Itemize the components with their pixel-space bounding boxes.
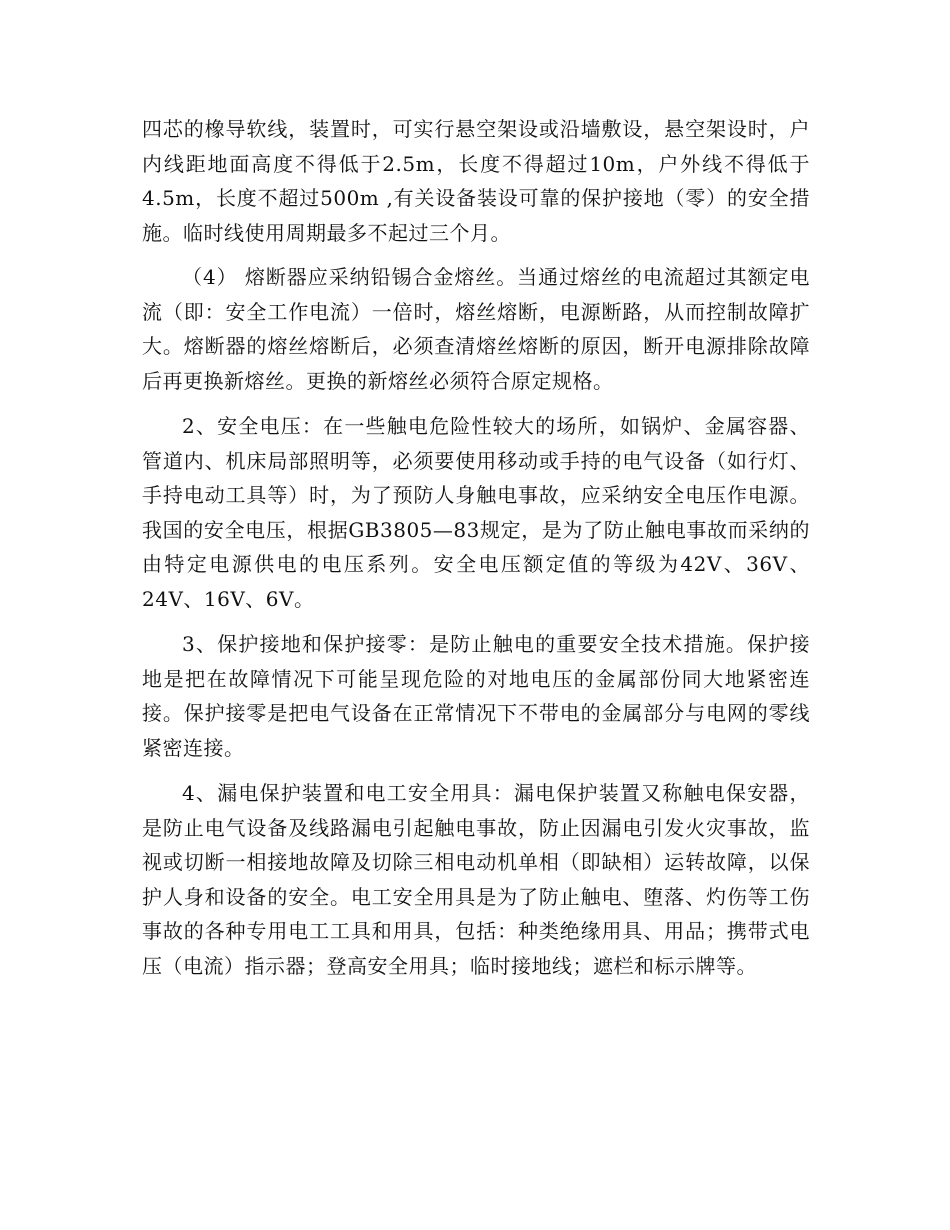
paragraph-fuse: （4） 熔断器应采纳铅锡合金熔丝。当通过熔丝的电流超过其额定电流（即：安全工作电流）一倍时，熔丝熔断，电源断路，从而控制故障扩大。熔断器的熔丝熔断后，必须查清熔丝熔断的原因，断开电源排除故障后再更换新熔丝。更换的新熔丝必须符合原定规格。 [142,265,810,393]
paragraph-leakage-protection: 4、漏电保护装置和电工安全用具：漏电保护装置又称触电保安器，是防止电气设备及线路漏电引起触电事故，防止因漏电引发火灾事故，监视或切断一相接地故障及切除三相电动机单相（即缺相）运转故障，以保护人身和设备的安全。电工安全用具是为了防止触电、堕落、灼伤等工伤事故的各种专用电工工具和用具，包括：种类绝缘用具、用品；携带式电压（电流）指示器；登高安全用具；临时接地线；遮栏和标示牌等。 [142,781,810,978]
document-body [142,112,810,983]
paragraph-temporary-wiring: 四芯的橡导软线，装置时，可实行悬空架设或沿墙敷设，悬空架设时，户内线距地面高度不得低于2.5m，长度不得超过10m，户外线不得低于4.5m，长度不超过500m ,有关设备装设可靠的保护接地（零）的安全措施。临时线使用周期最多不起过三个月。 [142,117,810,245]
paragraph-protective-earthing: 3、保护接地和保护接零：是防止触电的重要安全技术措施。保护接地是把在故障情况下可能呈现危险的对地电压的金属部份同大地紧密连接。保护接零是把电气设备在正常情况下不带电的金属部分与电网的零线紧密连接。 [142,632,810,760]
paragraph-safety-voltage: 2、安全电压：在一些触电危险性较大的场所，如锅炉、金属容器、管道内、机床局部照明等，必须要使用移动或手持的电气设备（如行灯、手持电动工具等）时，为了预防人身触电事故，应采纳安全电压作电源。我国的安全电压，根据GB3805—83规定，是为了防止触电事故而采纳的由特定电源供电的电压系列。安全电压额定值的等级为42V、36V、24V、16V、6V。 [142,414,810,611]
